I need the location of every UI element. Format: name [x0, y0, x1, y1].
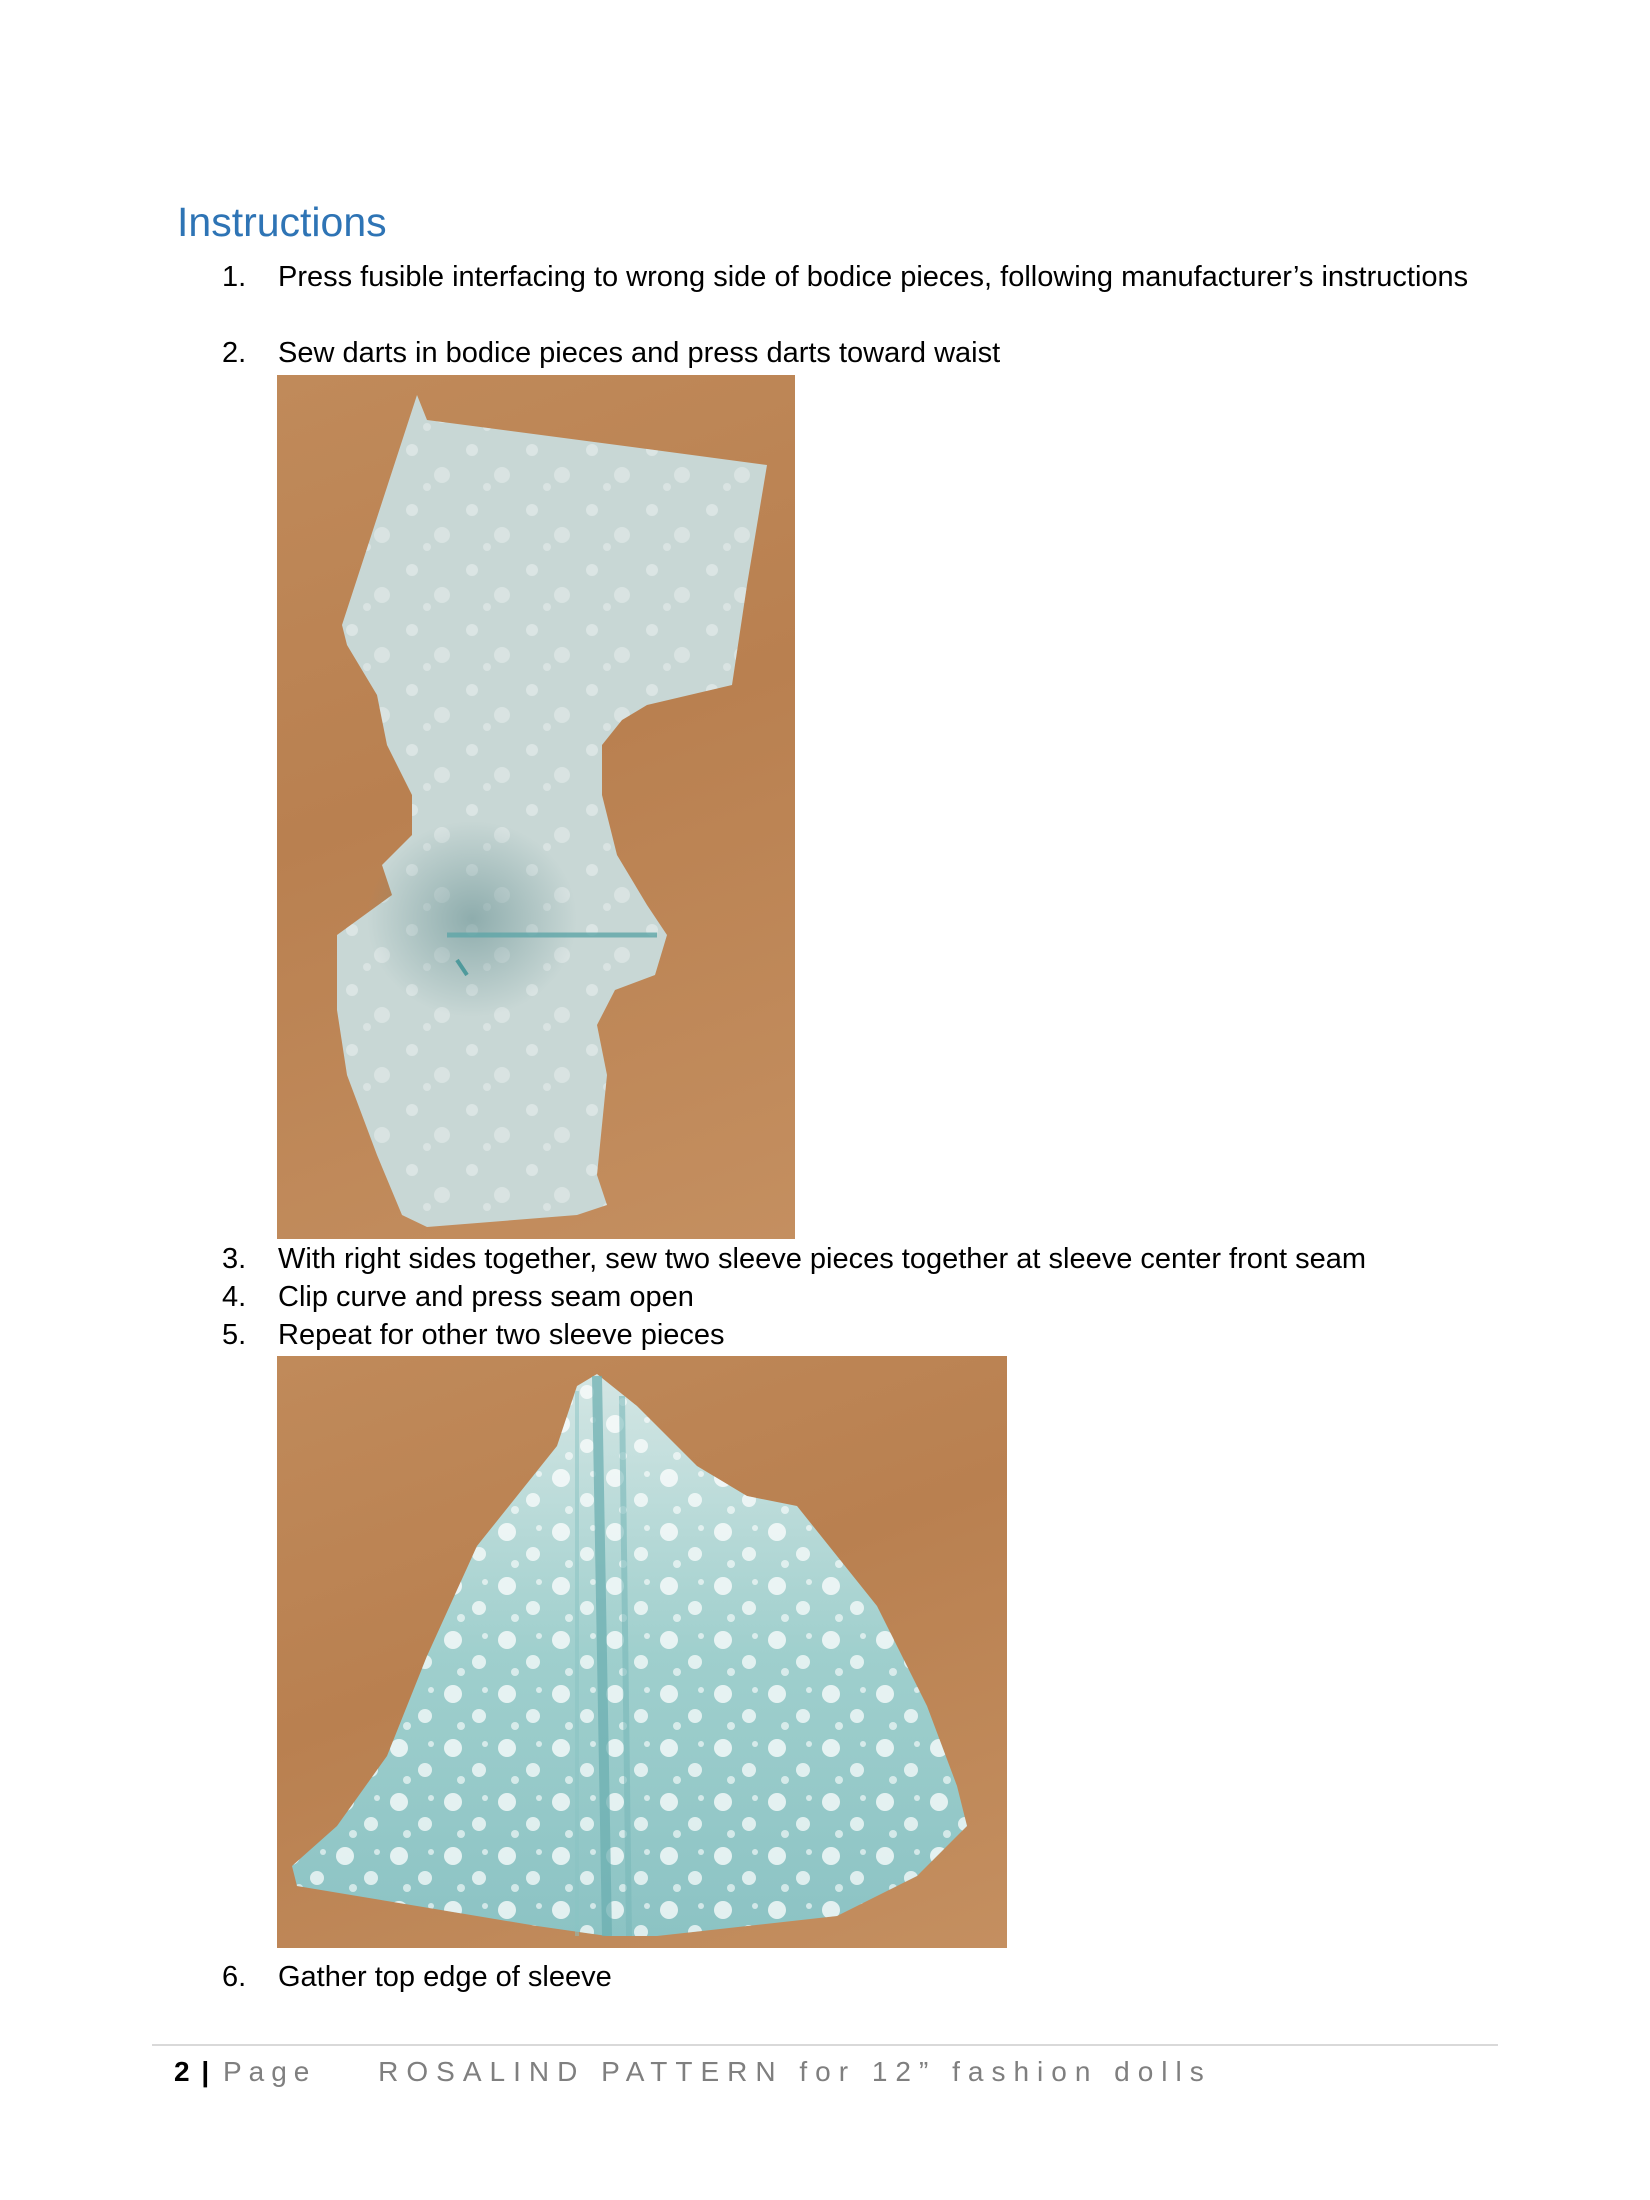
step-text: Gather top edge of sleeve [278, 1961, 612, 1993]
page-footer [174, 2054, 1212, 2090]
step-number: 2. [222, 337, 247, 369]
bodice-piece-image [277, 375, 795, 1239]
step-number: 6. [222, 1961, 247, 1993]
list-item [222, 1278, 1478, 1316]
step-text: With right sides together, sew two sleeve pieces together at sleeve center front seam [278, 1243, 1367, 1275]
page-label: Page [222, 2056, 317, 2087]
list-item [222, 1240, 1478, 1278]
step-number: 5. [222, 1319, 247, 1351]
sleeve-piece-image [277, 1356, 1007, 1948]
list-item [222, 258, 1478, 296]
step-text: Press fusible interfacing to wrong side of bodice pieces, following manufacturer’s instructions [278, 261, 1469, 293]
footer-divider [152, 2044, 1498, 2046]
step-number: 3. [222, 1243, 247, 1275]
sleeve-photo [277, 1356, 1007, 1948]
document-title: ROSALIND PATTERN for 12” fashion dolls [378, 2056, 1212, 2087]
footer-separator: | [201, 2056, 210, 2087]
step-number: 4. [222, 1281, 247, 1313]
list-item [222, 334, 1478, 372]
step-text: Repeat for other two sleeve pieces [278, 1319, 725, 1351]
step-number: 1. [222, 261, 247, 293]
step-text: Sew darts in bodice pieces and press darts toward waist [278, 337, 1001, 369]
bodice-photo [277, 375, 795, 1239]
list-item [222, 1316, 1478, 1354]
page-number: 2 [174, 2056, 190, 2087]
step-text: Clip curve and press seam open [278, 1281, 694, 1313]
list-item [222, 1958, 1478, 1996]
section-heading: Instructions [177, 199, 387, 245]
